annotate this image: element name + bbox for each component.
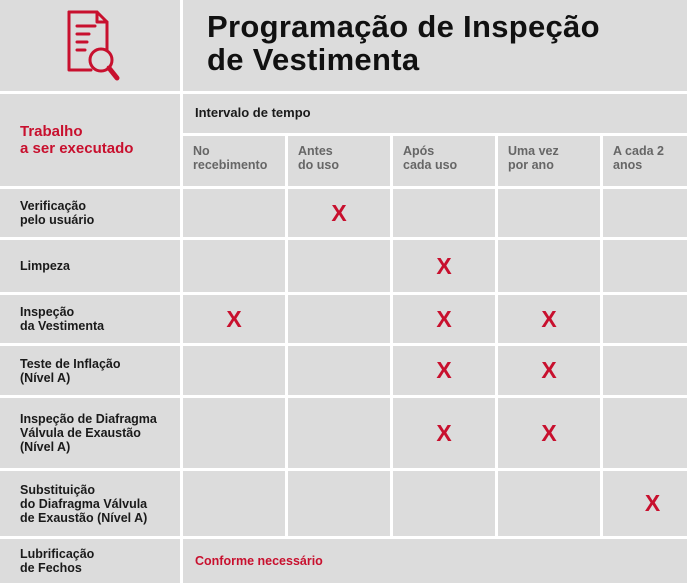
schedule-cell [288, 346, 390, 395]
task-label-line: do Diafragma Válvula [20, 496, 148, 511]
schedule-cell [288, 471, 390, 536]
schedule-cell [603, 240, 687, 292]
schedule-cell [183, 189, 285, 237]
schedule-cell [183, 471, 285, 536]
column-header-yearly [498, 136, 600, 186]
schedule-cell [393, 295, 495, 343]
column-header-line: Após [403, 144, 435, 158]
schedule-cell [183, 398, 285, 468]
schedule-mark: X [541, 305, 557, 332]
task-label-line: Inspeção de Diafragma [20, 412, 157, 426]
column-header-line: anos [613, 158, 643, 172]
task-label-line: Lubrificação [20, 547, 95, 561]
work-header-line-1: Trabalho [20, 123, 83, 140]
schedule-mark: X [226, 305, 242, 332]
task-label-line: de Exaustão (Nível A) [20, 510, 148, 525]
column-header-after-each-use [393, 136, 495, 186]
header-title-cell [183, 0, 687, 91]
schedule-cell [183, 295, 285, 343]
schedule-cell [183, 346, 285, 395]
schedule-cell [498, 471, 600, 536]
column-header-line: Uma vez [508, 144, 559, 158]
schedule-cell [603, 189, 687, 237]
schedule-mark: X [436, 419, 452, 446]
schedule-cell [498, 295, 600, 343]
document-magnifier-icon [55, 6, 125, 86]
schedule-mark: X [436, 305, 452, 332]
schedule-cell [288, 295, 390, 343]
task-label-line: pelo usuário [20, 213, 95, 227]
column-header-line: recebimento [193, 158, 268, 172]
column-header-line: No [193, 144, 210, 158]
schedule-cell [498, 346, 600, 395]
work-header-line-2: a ser executado [20, 140, 134, 157]
task-label-line: Limpeza [20, 259, 71, 273]
page-title-line-1: Programação de Inspeção [207, 9, 600, 44]
task-diaphragm-inspection [0, 398, 180, 468]
column-header-line: A cada 2 [613, 144, 664, 158]
task-cleaning [0, 240, 180, 292]
schedule-mark: X [541, 419, 557, 446]
page-title [207, 10, 687, 76]
schedule-cell [393, 240, 495, 292]
page-title-line-2: de Vestimenta [207, 42, 420, 77]
schedule-cell [288, 189, 390, 237]
column-header-line: por ano [508, 158, 554, 172]
schedule-cell [603, 471, 687, 536]
column-header-before-use [288, 136, 390, 186]
schedule-mark: X [331, 199, 347, 226]
task-label-line: Inspeção [20, 305, 75, 319]
schedule-cell [603, 295, 687, 343]
schedule-cell [393, 346, 495, 395]
task-label-line: da Vestimenta [20, 319, 105, 333]
schedule-mark: X [436, 252, 452, 279]
task-user-check [0, 189, 180, 237]
schedule-mark: X [436, 357, 452, 383]
column-header-line: Antes [298, 144, 333, 158]
task-label-line: de Fechos [20, 561, 82, 575]
interval-header [183, 94, 687, 133]
column-header-line: do uso [298, 158, 339, 172]
task-label-line: Válvula de Exaustão [20, 426, 141, 440]
schedule-cell [393, 398, 495, 468]
interval-label: Intervalo de tempo [195, 105, 311, 120]
schedule-cell [393, 471, 495, 536]
task-label-line: Verificação [20, 199, 87, 213]
schedule-cell [498, 398, 600, 468]
schedule-cell [183, 240, 285, 292]
schedule-cell [498, 189, 600, 237]
task-diaphragm-replacement [0, 471, 180, 536]
task-label-line: (Nível A) [20, 440, 71, 454]
task-label-line: Substituição [20, 482, 96, 497]
schedule-cell [288, 240, 390, 292]
schedule-cell [603, 346, 687, 395]
task-inflation-test [0, 346, 180, 395]
header-icon-cell [0, 0, 180, 91]
task-garment-inspection [0, 295, 180, 343]
schedule-cell [603, 398, 687, 468]
schedule-mark: X [644, 490, 661, 516]
schedule-mark: X [541, 357, 557, 383]
schedule-cell [393, 189, 495, 237]
task-label-line: Teste de Inflação [20, 356, 121, 371]
work-column-header [0, 94, 180, 186]
column-header-every-2-years [603, 136, 687, 186]
schedule-cell [288, 398, 390, 468]
as-needed-note: Conforme necessário [195, 554, 323, 568]
column-header-receipt [183, 136, 285, 186]
task-zipper-lubrication [0, 539, 180, 583]
as-needed-cell [183, 539, 687, 583]
column-header-line: cada uso [403, 158, 458, 172]
schedule-cell [498, 240, 600, 292]
task-label-line: (Nível A) [20, 370, 71, 385]
